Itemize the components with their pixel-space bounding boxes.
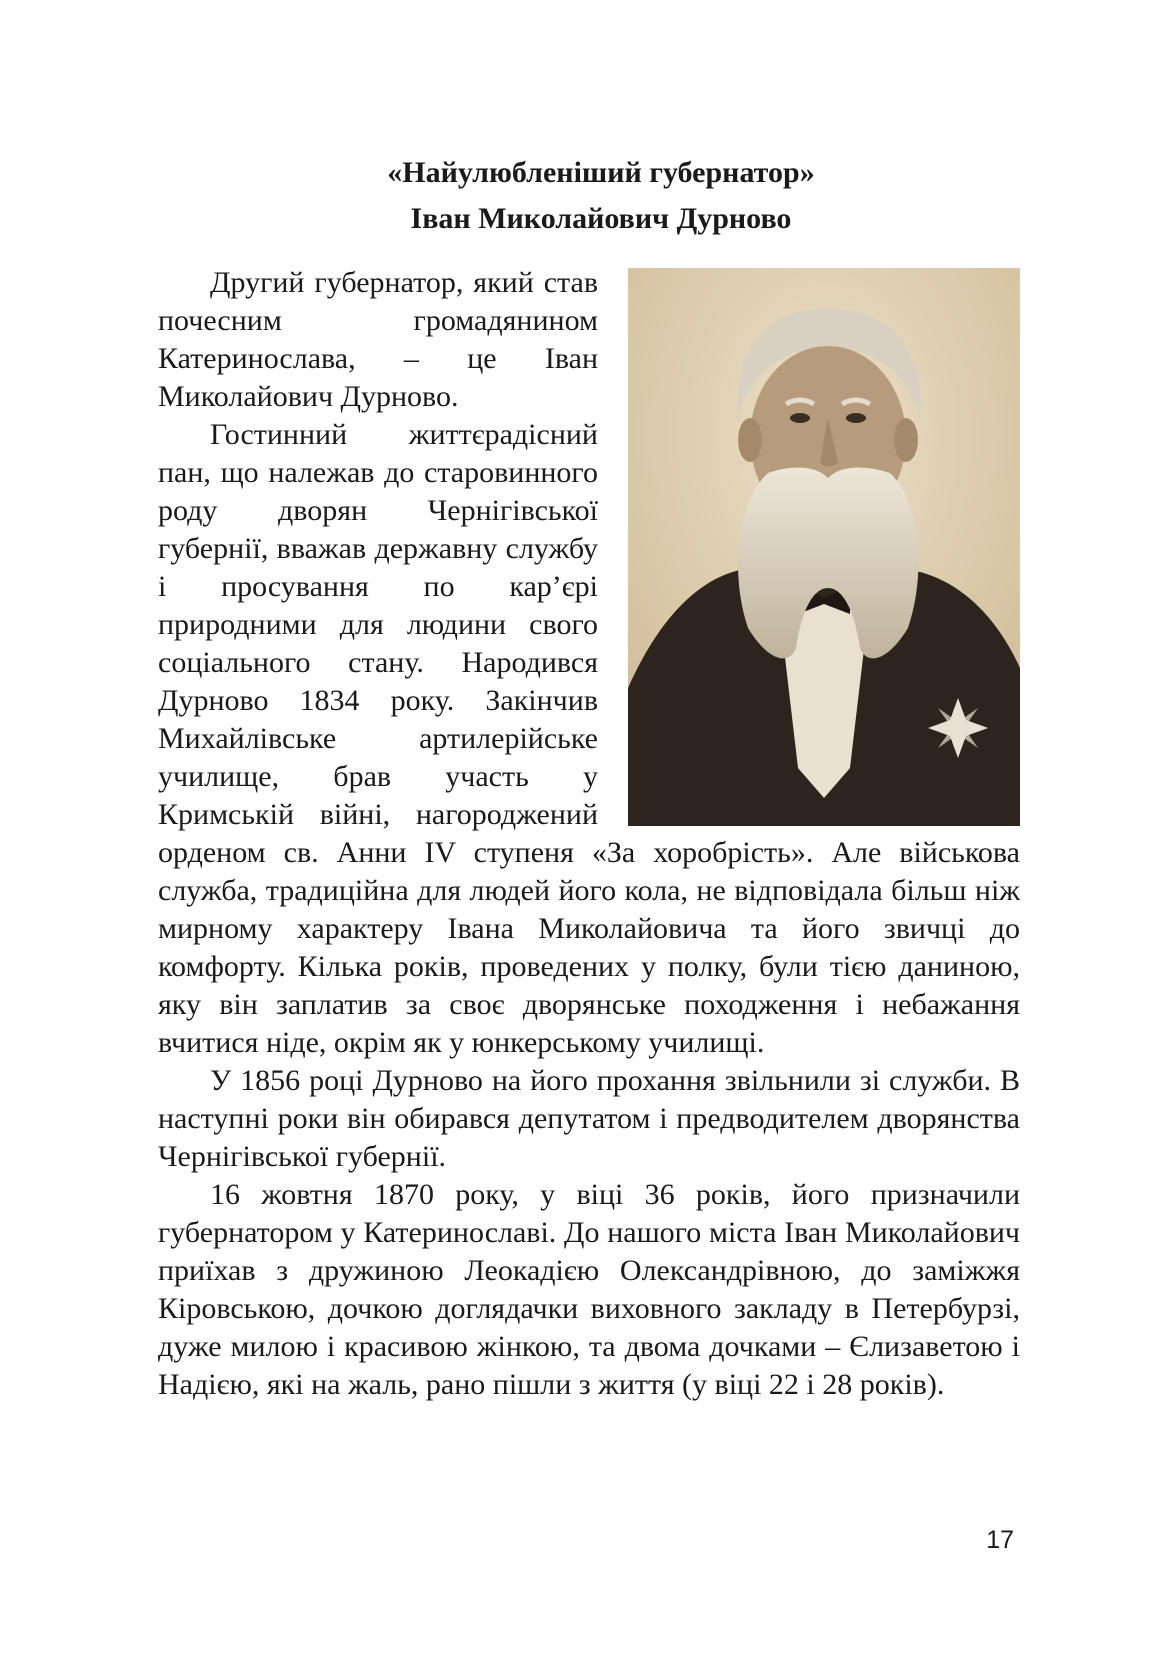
page-content [158, 150, 1020, 1404]
title-line-1: «Найулюбленіший губернатор» [387, 156, 815, 189]
paragraph-2: Гостинний життєрадісний пан, що належав до старовинного роду дворян Чернігівської губернії, вважав державну службу і просування по кар’єрі природними для людини свого соціального стану. Народився Дурново 1834 року. Закінчив Михайлівське артилерійське училище, брав участь у Кримській війні, нагороджений орденом св. Анни IV ступеня «За хоробрість». Але військова служба, традиційна для людей його кола, не відповідала більш ніж мирному характеру Івана Миколайовича та його звичці до комфорту. Кілька років, проведених у полку, були тією даниною, яку він заплатив за своє дворянське походження і небажання вчитися ніде, окрім як у юнкерському училищі. [158, 418, 1020, 1059]
paragraph-4: 16 жовтня 1870 року, у віці 36 років, його призначили губернатором у Катеринославі. До нашого міста Іван Миколайович приїхав з дружиною Леокадією Олександрівною, до заміжжя Кіровською, дочкою доглядачки виховного закладу в Петербурзі, дуже милою і красивою жінкою, та двома дочками – Єлизаветою і Надією, які на жаль, рано пішли з життя (у віці 22 і 28 років). [158, 1178, 1020, 1401]
portrait-photo [628, 268, 1020, 826]
portrait-illustration [628, 268, 1020, 826]
page-title [158, 150, 1020, 242]
paragraph-1: Другий губернатор, який став почесним громадянином Катеринослава, – це Іван Миколайович Дурново. [158, 266, 598, 413]
page-number: 17 [986, 1526, 1014, 1554]
title-line-2: Іван Миколайович Дурново [410, 202, 792, 235]
paragraph-3: У 1856 році Дурново на його прохання звільнили зі служби. В наступні роки він обирався депутатом і предводителем дворянства Чернігівської губернії. [158, 1064, 1020, 1173]
article-body [158, 264, 1020, 1404]
